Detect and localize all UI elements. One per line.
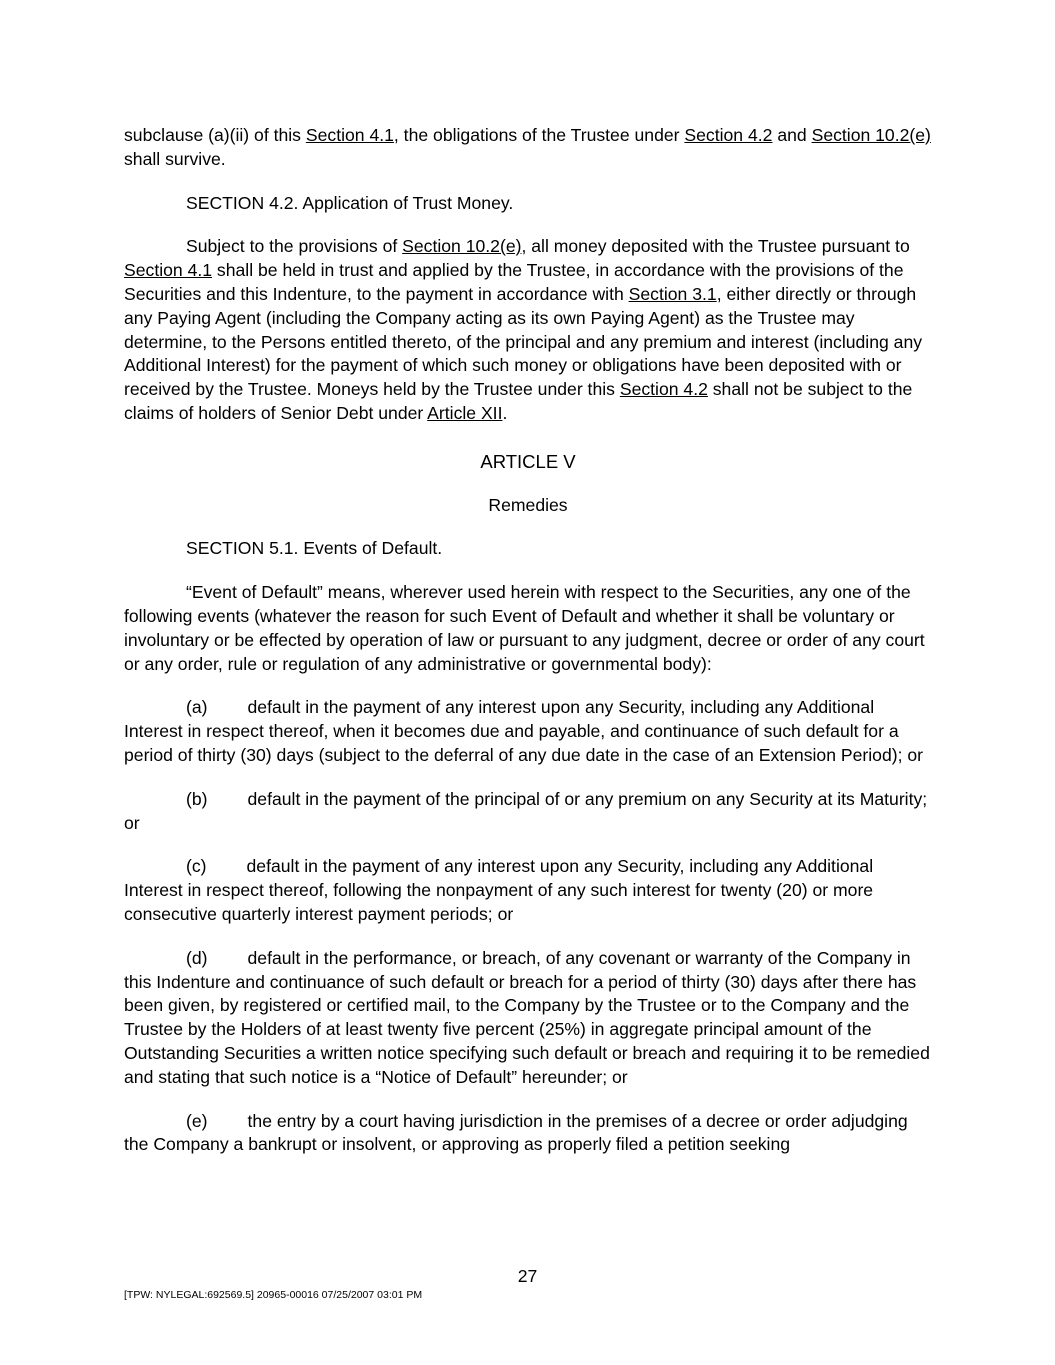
section-heading-4-2: SECTION 4.2. Application of Trust Money. <box>186 192 514 213</box>
text-run: , the obligations of the Trustee under <box>393 125 685 145</box>
clause-label: (e) <box>186 1110 208 1131</box>
text-run: Subject to the provisions of <box>186 236 403 257</box>
text-run: shall be held in trust and applied by the Trustee, in accordance with the provisions of the Securities and this Indenture, to the payment in accordance with <box>124 260 904 304</box>
clause-text: default in the performance, or breach, of any covenant or warranty of the Company in this Indenture and continuance of such default or breach for a period of thirty (30) days after there has been given, by registered or certified mail, to the Company by the Trustee or to the Company and the Trustee by the Holders of at least twenty five percent (25%) in aggregate principal amount of the Outstanding Securities a written notice specifying such default or breach and requiring it to be remedied and stating that such notice is a “Notice of Default” hereunder; or <box>124 947 930 1087</box>
clause-b <box>124 788 932 836</box>
clause-label: (b) <box>186 788 208 809</box>
page-number: 27 <box>517 1266 538 1286</box>
article-title: ARTICLE V <box>480 450 576 472</box>
clause-text: default in the payment of the principal of or any premium on any Security at its Maturity; or <box>124 788 928 833</box>
text-run: and <box>772 125 812 145</box>
section-reference: Section 10.2(e) <box>402 236 522 257</box>
text-run: shall survive. <box>124 148 226 169</box>
document-page <box>124 124 932 1177</box>
clause-label: (d) <box>186 947 208 968</box>
paragraph-continuation <box>124 124 932 172</box>
article-subtitle: Remedies <box>488 494 568 515</box>
section-reference: Section 10.2(e) <box>811 125 931 145</box>
article-reference: Article XII <box>427 402 503 423</box>
text-run: shall not be subject to the claims of holders of Senior Debt under <box>124 379 913 423</box>
clause-label: (c) <box>186 856 207 877</box>
paragraph-5-1: “Event of Default” means, wherever used herein with respect to the Securities, any one of the following events (whatever the reason for such Event of Default and whether it shall be voluntary or involuntary or be effected by operation of law or pursuant to any judgment, decree or order of any court or any order, rule or regulation of any administrative or governmental body): <box>124 582 925 674</box>
section-reference: Section 3.1 <box>628 283 717 304</box>
clause-text: default in the payment of any interest upon any Security, including any Additional Interest in respect thereof, when it becomes due and payable, and continuance of such default for a period of thirty (30) days (subject to the deferral of any due date in the case of an Extension Period); or <box>124 697 924 765</box>
section-reference: Section 4.2 <box>619 379 708 400</box>
section-reference: Section 4.2 <box>684 125 773 145</box>
document-id-footer: [TPW: NYLEGAL:692569.5] 20965-00016 07/25/2007 03:01 PM <box>124 1289 423 1301</box>
clause-text: default in the payment of any interest upon any Security, including any Additional Interest in respect thereof, following the nonpayment of any such interest for twenty (20) or more consecutive quarterly interest payment periods; or <box>124 856 874 924</box>
section-reference: Section 4.1 <box>124 260 213 281</box>
clause-text: the entry by a court having jurisdiction in the premises of a decree or order adjudging the Company a bankrupt or insolvent, or approving as properly filed a petition seeking <box>124 1110 908 1155</box>
section-reference: Section 4.1 <box>305 125 394 145</box>
clause-c <box>124 855 932 926</box>
text-run: , all money deposited with the Trustee pursuant to <box>521 236 910 257</box>
section-heading-5-1: SECTION 5.1. Events of Default. <box>186 538 443 559</box>
text-run: . <box>502 402 508 423</box>
text-run: subclause (a)(ii) of this <box>124 125 306 145</box>
clause-e <box>124 1110 932 1158</box>
clause-d <box>124 947 932 1090</box>
paragraph-4-2 <box>124 235 932 425</box>
text-run: , either directly or through any Paying Agent (including the Company acting as its own Paying Agent) as the Trustee may determine, to the Persons entitled thereto, of the principal and any premium and interest (including any Additional Interest) for the payment of which such money or obligations have been deposited with or received by the Trustee. Moneys held by the Trustee under this <box>124 283 923 400</box>
clause-label: (a) <box>186 697 208 718</box>
clause-a <box>124 696 932 767</box>
